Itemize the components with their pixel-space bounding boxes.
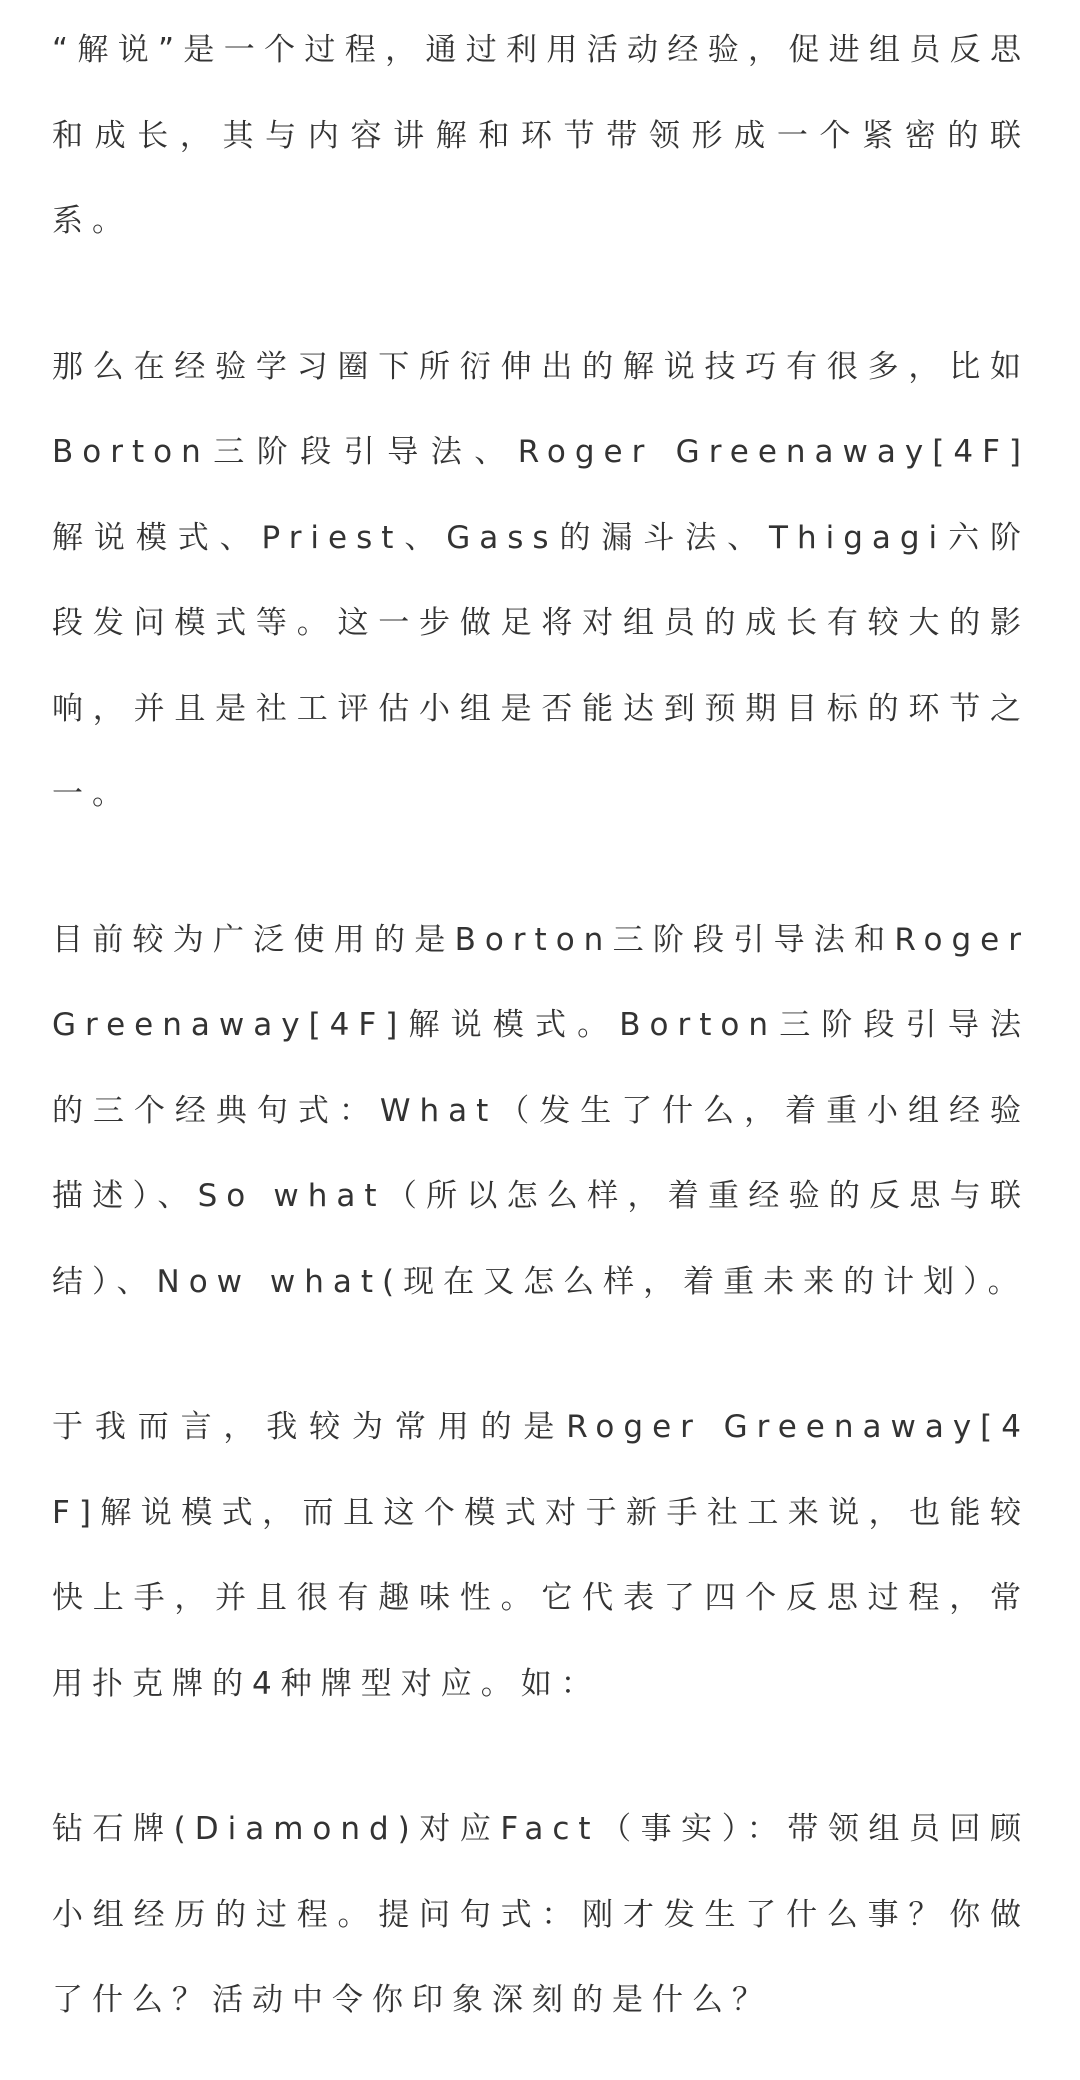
article-body (52, 8, 1030, 2044)
paragraph-greenaway: 于我而言，我较为常用的是Roger Greenaway[4F]解说模式，而且这个模式对于新手社工来说，也能较快上手，并且很有趣味性。它代表了四个反思过程，常用扑克牌的4种牌型对应。如： (52, 1409, 1030, 1702)
paragraph-intro: “解说”是一个过程，通过利用活动经验，促进组员反思和成长，其与内容讲解和环节带领形成一个紧密的联系。 (52, 32, 1030, 239)
paragraph-diamond: 钻石牌(Diamond)对应Fact（事实）：带领组员回顾小组经历的过程。提问句式：刚才发生了什么事？你做了什么？活动中令你印象深刻的是什么？ (52, 1811, 1030, 2018)
paragraph-techniques: 那么在经验学习圈下所衍伸出的解说技巧有很多，比如Borton三阶段引导法、Roger Greenaway[4F]解说模式、Priest、Gass的漏斗法、Thigagi六阶段发问模式等。这一步做足将对组员的成长有较大的影响，并且是社工评估小组是否能达到预期目标的环节之一。 (52, 348, 1030, 812)
paragraph-borton: 目前较为广泛使用的是Borton三阶段引导法和Roger Greenaway[4F]解说模式。Borton三阶段引导法的三个经典句式：What（发生了什么，着重小组经验描述）、So what（所以怎么样，着重经验的反思与联结）、Now what(现在又怎么样，着重未来的计划）。 (52, 921, 1030, 1300)
